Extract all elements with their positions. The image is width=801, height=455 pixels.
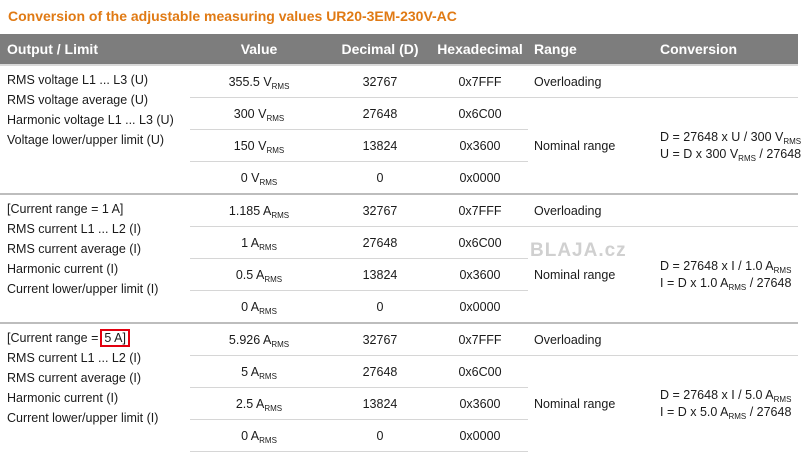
hex-cell: 0x3600 xyxy=(432,130,528,162)
table-row xyxy=(0,65,798,98)
limit-label: RMS voltage L1 ... L3 (U) xyxy=(7,73,149,87)
conversion-formula: D = 27648 x I / 5.0 $A_{RMS}$ I = D x 5.0 $A_{RMS} / 27648$ xyxy=(660,387,792,421)
decimal-cell: 0 xyxy=(328,420,432,452)
limit-label: Harmonic voltage L1 ... L3 (U) xyxy=(7,113,174,127)
limit-label: RMS current average (I) xyxy=(7,242,142,256)
value-cell: 2.5 $A_{RMS}$ xyxy=(190,388,328,420)
output-limit-cell xyxy=(0,194,190,323)
output-limit-cell xyxy=(0,65,190,194)
limit-label-current-range: [Current range = 5 A] xyxy=(7,328,190,348)
value-cell: 0 $V_{RMS}$ xyxy=(190,162,328,195)
decimal-cell: 27648 xyxy=(328,98,432,130)
hex-cell: 0x6C00 xyxy=(432,356,528,388)
decimal-cell: 13824 xyxy=(328,130,432,162)
value-cell: 5 $A_{RMS}$ xyxy=(190,356,328,388)
conversion-formula: D = 27648 x U / 300 $V_{RMS}$ U = D x 300 $V_{RMS} / 27648$ xyxy=(660,129,801,163)
decimal-cell: 0 xyxy=(328,291,432,324)
decimal-cell: 32767 xyxy=(328,65,432,98)
decimal-cell: 0 xyxy=(328,162,432,195)
header-range: Range xyxy=(528,34,642,65)
value-cell: 1 $A_{RMS}$ xyxy=(190,227,328,259)
limit-label: RMS current average (I) xyxy=(7,371,142,385)
decimal-cell: 27648 xyxy=(328,356,432,388)
highlight-box: 5 A] xyxy=(100,329,130,347)
value-cell: 0 $A_{RMS}$ xyxy=(190,420,328,452)
hex-cell: 0x7FFF xyxy=(432,194,528,227)
hex-cell: 0x0000 xyxy=(432,162,528,195)
header-decimal: Decimal (D) xyxy=(328,34,432,65)
limit-label: RMS current L1 ... L2 (I) xyxy=(7,222,142,236)
conversion-formula: D = 27648 x I / 1.0 $A_{RMS}$ I = D x 1.0 $A_{RMS} / 27648$ xyxy=(660,258,792,292)
limit-label: Harmonic current (I) xyxy=(7,391,119,405)
hex-cell: 0x7FFF xyxy=(432,323,528,356)
range-nominal: Nominal range xyxy=(534,138,616,153)
hex-cell: 0x6C00 xyxy=(432,227,528,259)
conversion-empty xyxy=(642,194,798,227)
table-header xyxy=(0,34,798,65)
hex-cell: 0x3600 xyxy=(432,388,528,420)
limit-label: RMS voltage average (U) xyxy=(7,93,149,107)
header-conversion: Conversion xyxy=(642,34,798,65)
header-value: Value xyxy=(190,34,328,65)
limit-label: Current lower/upper limit (I) xyxy=(7,411,159,425)
table-row xyxy=(0,194,798,227)
header-output-limit: Output / Limit xyxy=(0,34,190,65)
decimal-cell: 13824 xyxy=(328,388,432,420)
header-hexadecimal: Hexadecimal xyxy=(432,34,528,65)
limit-label: [Current range = 1 A] xyxy=(7,202,124,216)
hex-cell: 0x3600 xyxy=(432,259,528,291)
value-cell: 150 $V_{RMS}$ xyxy=(190,130,328,162)
value-cell: 0 $A_{RMS}$ xyxy=(190,291,328,324)
range-overloading: Overloading xyxy=(528,65,642,98)
limit-label: RMS current L1 ... L2 (I) xyxy=(7,351,142,365)
limit-label: Current lower/upper limit (I) xyxy=(7,282,159,296)
conversion-empty xyxy=(642,65,798,98)
limit-label: Harmonic current (I) xyxy=(7,262,119,276)
value-cell: 355.5 $V_{RMS}$ xyxy=(190,65,328,98)
value-cell: 0.5 $A_{RMS}$ xyxy=(190,259,328,291)
conversion-empty xyxy=(642,323,798,356)
hex-cell: 0x0000 xyxy=(432,420,528,452)
hex-cell: 0x0000 xyxy=(432,291,528,324)
range-nominal: Nominal range xyxy=(534,267,616,282)
hex-cell: 0x6C00 xyxy=(432,98,528,130)
range-overloading: Overloading xyxy=(528,194,642,227)
table-row xyxy=(0,323,798,356)
value-cell: 1.185 $A_{RMS}$ xyxy=(190,194,328,227)
conversion-table xyxy=(0,34,801,452)
decimal-cell: 27648 xyxy=(328,227,432,259)
page-title: Conversion of the adjustable measuring values UR20-3EM-230V-AC xyxy=(8,8,457,24)
value-cell: 300 $V_{RMS}$ xyxy=(190,98,328,130)
decimal-cell: 13824 xyxy=(328,259,432,291)
range-nominal: Nominal range xyxy=(534,396,616,411)
hex-cell: 0x7FFF xyxy=(432,65,528,98)
watermark: BLAJA.cz xyxy=(530,240,627,261)
decimal-cell: 32767 xyxy=(328,323,432,356)
output-limit-cell xyxy=(0,323,190,452)
range-overloading: Overloading xyxy=(528,323,642,356)
limit-label: Voltage lower/upper limit (U) xyxy=(7,133,165,147)
decimal-cell: 32767 xyxy=(328,194,432,227)
value-cell: 5.926 $A_{RMS}$ xyxy=(190,323,328,356)
